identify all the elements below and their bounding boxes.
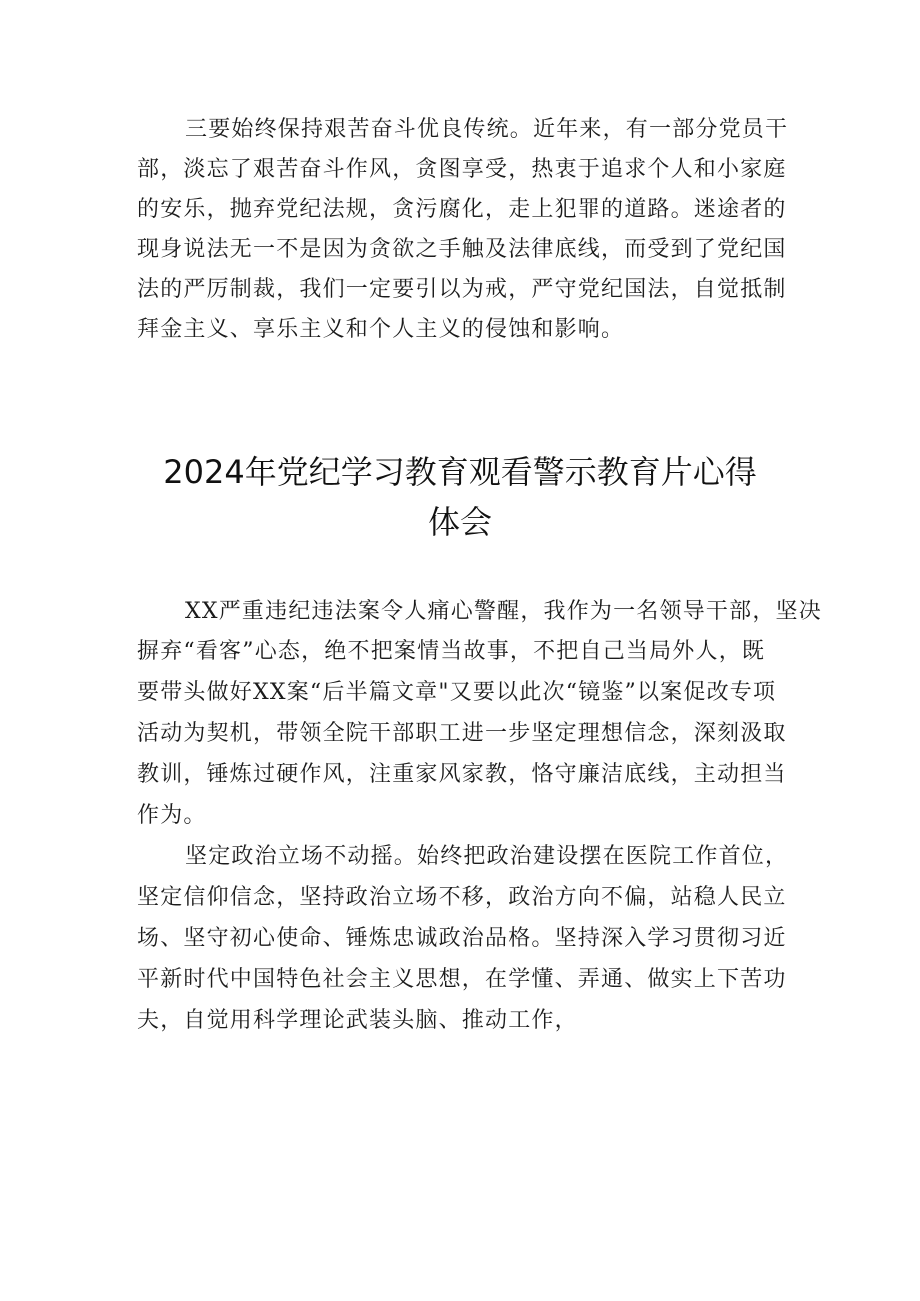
paragraph-2-line-3: 要带头做好XX案“后半篇文章"又要以此次“镜鉴”以案促改专项 xyxy=(137,680,777,705)
paragraph-3-line-5: 夫，自觉用科学理论武装头脑、推动工作， xyxy=(137,1008,578,1033)
document-title-line-1: 2024年党纪学习教育观看警示教育片心得 xyxy=(163,453,757,491)
paragraph-2-line-2: 摒弃“看客”心态，绝不把案情当故事，不把自己当局外人，既 xyxy=(137,639,766,664)
paragraph-1-line-6: 拜金主义、享乐主义和个人主义的侵蚀和影响。 xyxy=(137,317,625,342)
paragraph-1-line-3: 的安乐，抛弃党纪法规，贪污腐化，走上犯罪的道路。迷途者的 xyxy=(137,197,787,222)
paragraph-3-line-3: 场、坚守初心使命、锤炼忠诚政治品格。坚持深入学习贯彻习近 xyxy=(137,926,787,951)
paragraph-2-line-5: 教训，锤炼过硬作风，注重家风家教，恪守廉洁底线，主动担当 xyxy=(137,762,787,787)
paragraph-1-line-5: 法的严厉制裁，我们一定要引以为戒，严守党纪国法，自觉抵制 xyxy=(137,277,787,302)
paragraph-3-line-1: 坚定政治立场不动摇。始终把政治建设摆在医院工作首位， xyxy=(185,844,789,869)
paragraph-2-line-1: XX严重违纪违法案令人痛心警醒，我作为一名领导干部，坚决 xyxy=(185,599,822,624)
paragraph-1-line-2: 部，淡忘了艰苦奋斗作风，贪图享受，热衷于追求个人和小家庭 xyxy=(137,157,787,182)
paragraph-1-line-1: 三要始终保持艰苦奋斗优良传统。近年来，有一部分党员干 xyxy=(185,117,789,142)
paragraph-3-line-2: 坚定信仰信念，坚持政治立场不移，政治方向不偏，站稳人民立 xyxy=(137,885,787,910)
paragraph-2-line-6: 作为。 xyxy=(137,803,207,828)
paragraph-3-line-4: 平新时代中国特色社会主义思想，在学懂、弄通、做实上下苦功 xyxy=(137,967,787,992)
document-title-line-2: 体会 xyxy=(427,503,492,541)
paragraph-1-line-4: 现身说法无一不是因为贪欲之手触及法律底线，而受到了党纪国 xyxy=(137,237,787,262)
paragraph-2-line-4: 活动为契机，带领全院干部职工进一步坚定理想信念，深刻汲取 xyxy=(137,721,787,746)
